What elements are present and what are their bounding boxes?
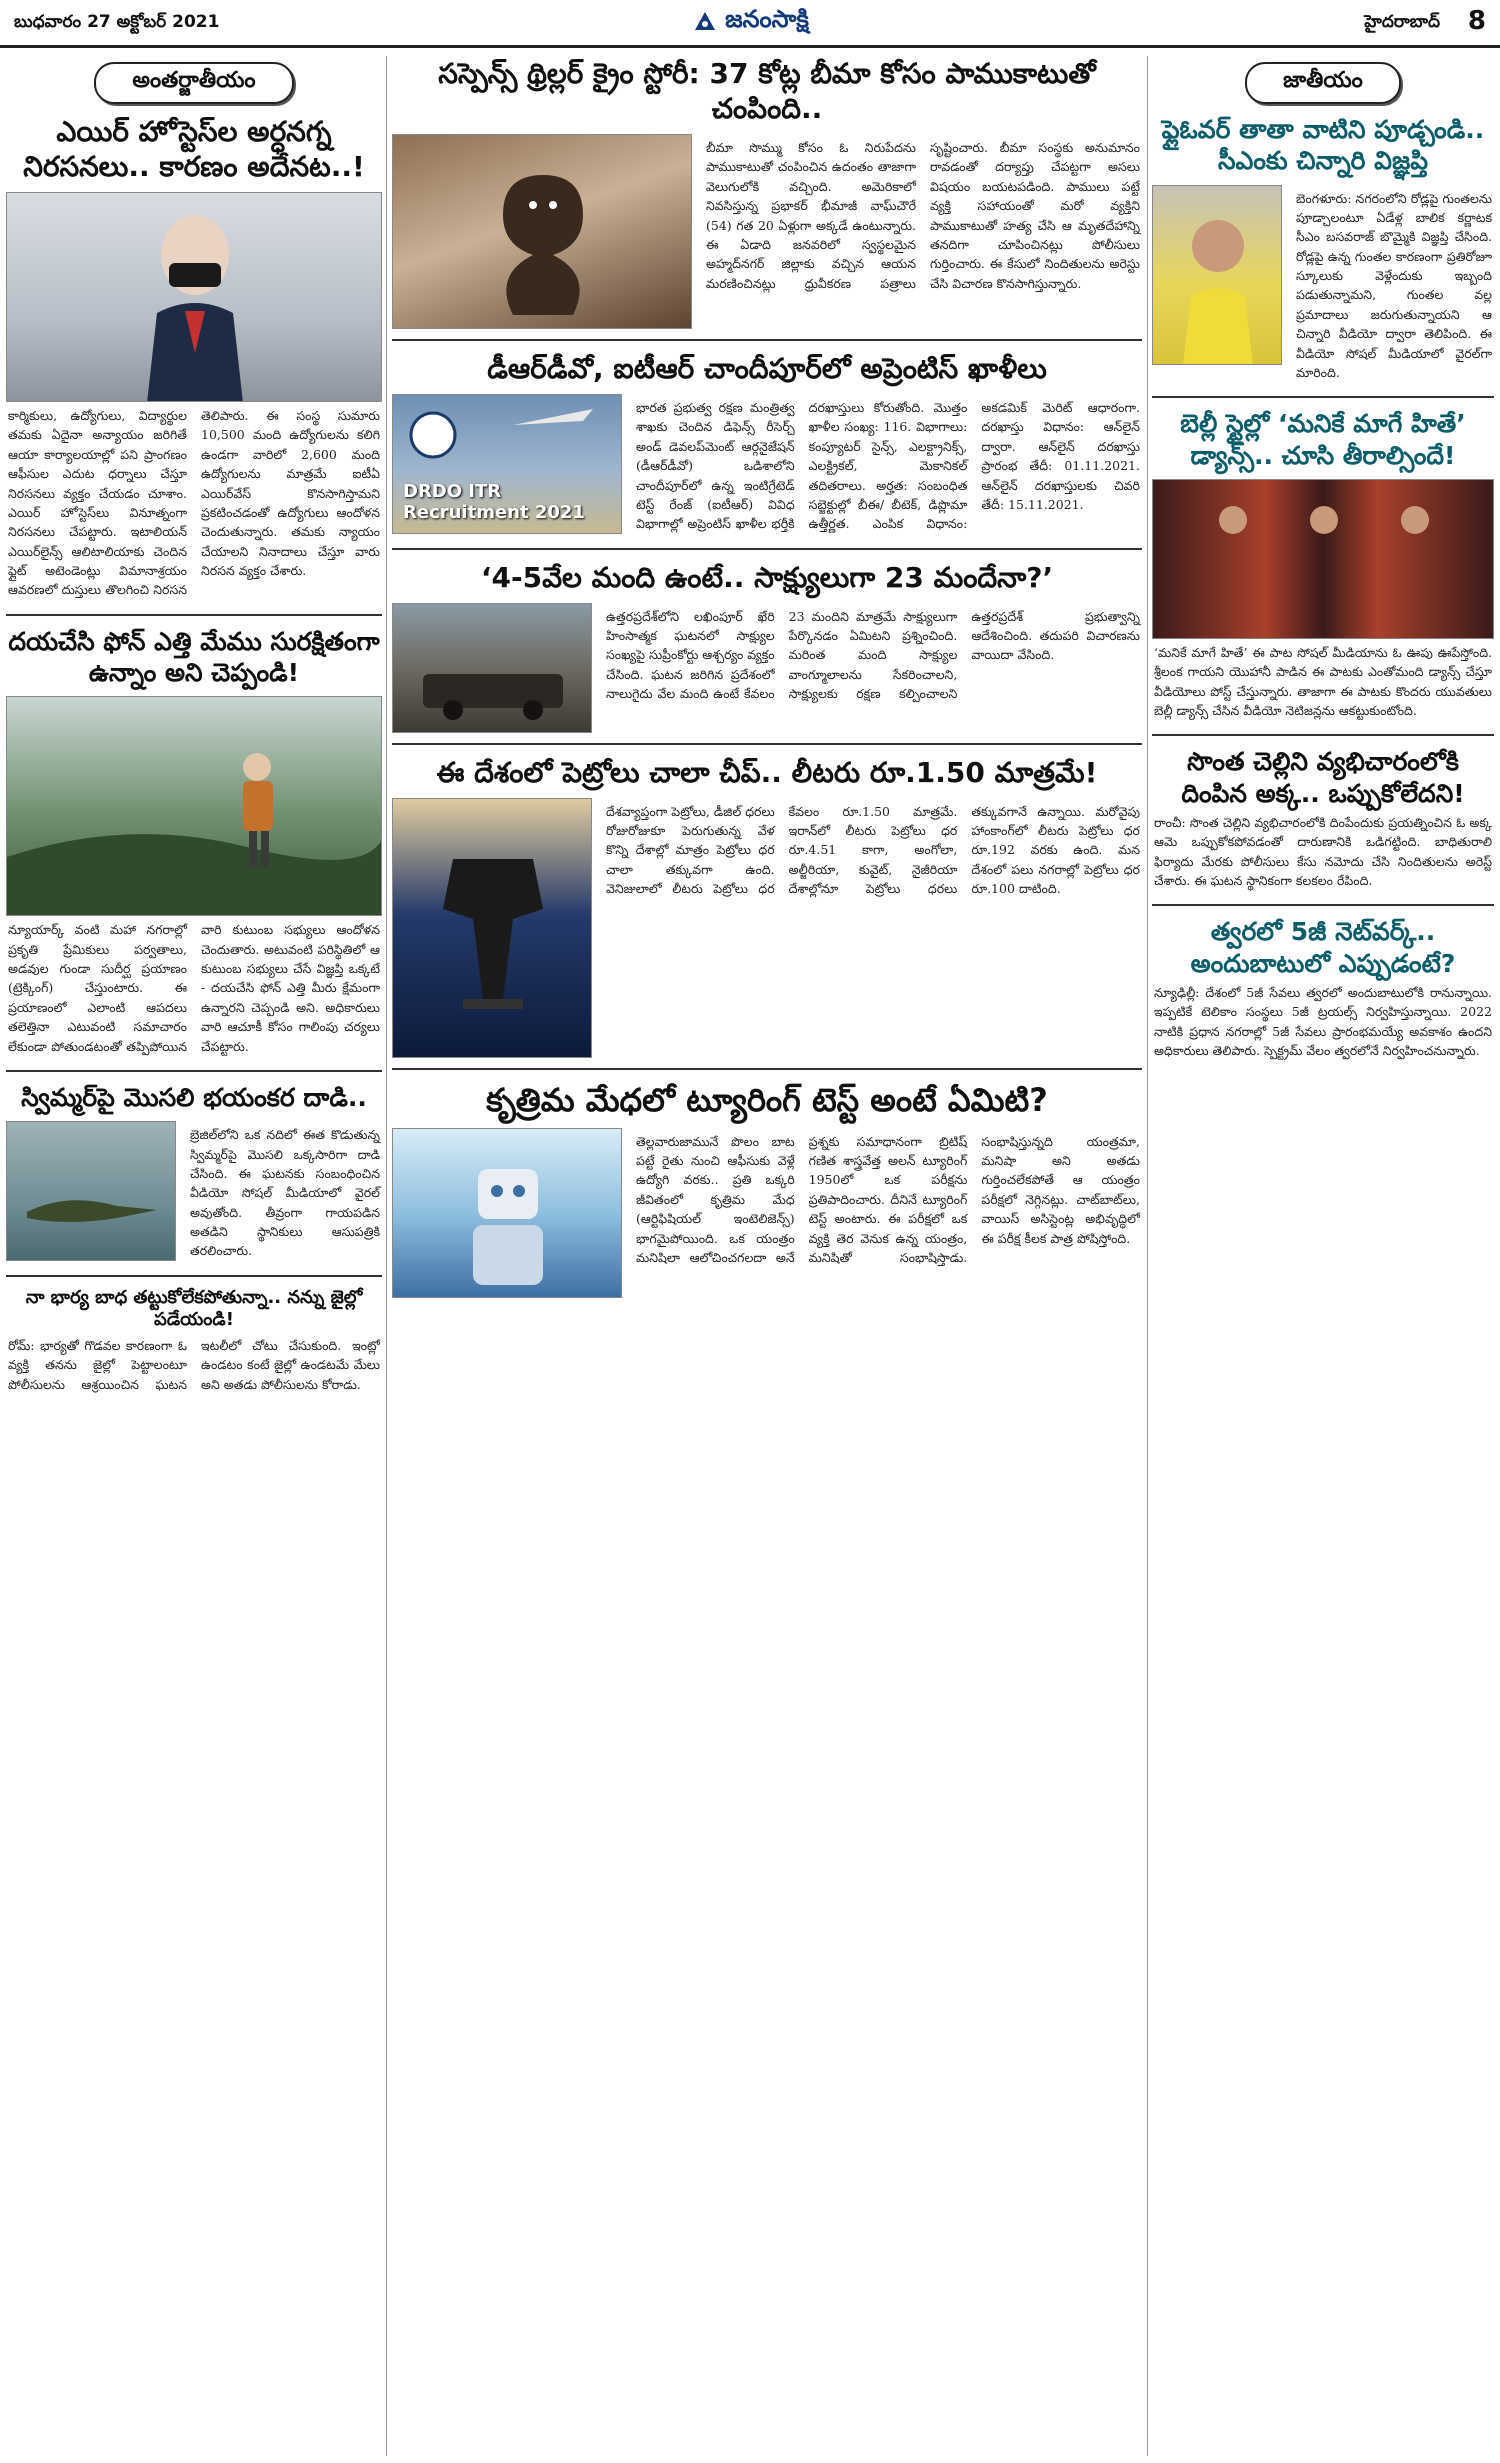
article-body: బీమా సొమ్ము కోసం ఓ నిరుపేదను పాముకాటుతో చంపించిన ఉదంతం తాజాగా వెలుగులోకి వచ్చింది. అమెరికాలో నివసిస్తున్న ప్రభాకర్ భీమాజీ వాఘ్‌చౌరే (54) గత 20 ఏళ్లుగా అక్కడే ఉంటున్నారు. ఈ ఏడాది జనవరిలో స్వస్థలమైన అహ్మద్‌నగర్ జిల్లాకు వచ్చిన ఆయన మరణించినట్లు ధ్రువీకరణ పత్రాలు సృష్టించారు. బీమా సంస్థకు అనుమానం రావడంతో దర్యాప్తు చేపట్టగా అసలు విషయం బయటపడింది. పాములు పట్టే వ్యక్తి సహాయంతో మరో వ్యక్తిని పాముకాటుతో హత్య చేసి ఆ మృతదేహాన్ని తనదిగా చూపించినట్లు పోలీసులు గుర్తించారు. ఈ కేసులో నిందితులను అరెస్టు చేసి విచారణ కొనసాగిస్తున్నారు. (706, 140, 1140, 291)
middle-column (392, 56, 1142, 2456)
divider (6, 1275, 382, 1277)
hiker-icon (7, 697, 382, 916)
divider (1152, 904, 1494, 906)
article-photo (392, 134, 692, 329)
article-snake-insurance (392, 56, 1142, 329)
article-photo (392, 603, 592, 733)
right-column (1152, 56, 1494, 2456)
edition-city: హైదరాబాద్ (1364, 12, 1440, 32)
headline: ‘4-5వేల మంది ఉంటే.. సాక్ష్యులుగా 23 మందేనా?’ (480, 560, 1054, 594)
article-body: తెల్లవారుజామునే పొలం బాట పట్టే రైతు నుంచి ఆఫీసుకు వెళ్లే ఉద్యోగి వరకు.. ప్రతి ఒక్కరి జీవితంలో కృత్రిమ మేధ (ఆర్టిఫిషియల్ ఇంటెలిజెన్స్) భాగమైపోయింది. ఒక యంత్రం మనిషిలా ఆలోచించగలదా అనే ప్రశ్నకు సమాధానంగా బ్రిటిష్ గణిత శాస్త్రవేత్త అలన్ ట్యూరింగ్ 1950లో ఒక పరీక్షను ప్రతిపాదించారు. దీనినే ట్యూరింగ్ టెస్ట్ అంటారు. ఈ పరీక్షలో ఒక వ్యక్తి తెర వెనుక ఉన్న యంత్రం, మనిషితో సంభాషిస్తాడు. సంభాషిస్తున్నది యంత్రమా, మనిషా అని అతడు గుర్తించలేకపోతే ఆ యంత్రం పరీక్షలో నెగ్గినట్లు. చాట్‌బాట్‌లు, వాయిస్ అసిస్టెంట్ల అభివృద్ధిలో ఈ పరీక్ష కీలక పాత్ర పోషిస్తోంది. (636, 1133, 1140, 1265)
article-crocodile (6, 1082, 382, 1265)
fuel-nozzle-icon (393, 799, 592, 1058)
article-body: న్యూఢిల్లీ: దేశంలో 5జీ సేవలు త్వరలో అందుబాటులోకి రానున్నాయి. ఇప్పటికే టెలికాం సంస్థలు 5జీ ట్రయల్స్ నిర్వహిస్తున్నాయి. 2022 నాటికి ప్రధాన నగరాల్లో 5జీ సేవలు ప్రారంభమయ్యే అవకాశం ఉందని అధికారులు తెలిపారు. స్పెక్ట్రమ్ వేలం త్వరలోనే నిర్వహించనున్నారు. (1154, 984, 1492, 1058)
robot-icon (393, 1129, 622, 1298)
headline: డీఆర్‌డీవో, ఐటీఆర్ చాందీపూర్‌లో అప్రెంటిస్ ఖాళీలు (487, 352, 1047, 385)
article-body: బ్రెజిల్‌లోని ఒక నదిలో ఈత కొడుతున్న స్విమ్మర్‌పై మొసలి ఒక్కసారిగా దాడి చేసింది. ఈ ఘటనకు సంబంధించిన వీడియో సోషల్ మీడియాలో వైరల్ అవుతోంది. తీవ్రంగా గాయపడిన అతడిని స్థానికులు ఆసుపత్రికి తరలించారు. (190, 1127, 380, 1259)
page-header (0, 0, 1500, 48)
left-column (6, 56, 382, 2456)
section-label-national: జాతీయం (1152, 62, 1494, 104)
article-air-hostess (6, 114, 382, 604)
divider (392, 339, 1142, 341)
divider (1152, 734, 1494, 736)
article-supreme-court (392, 560, 1142, 733)
headline: ఎయిర్ హోస్టెస్‌ల అర్ధనగ్న నిరసనలు.. కారణం అదేనట..! (23, 115, 365, 183)
column-rule-right (1147, 56, 1148, 2456)
headline: కృత్రిమ మేధలో ట్యూరింగ్ టెస్ట్ అంటే ఏమిటి? (486, 1080, 1048, 1119)
article-body: కార్మికులు, ఉద్యోగులు, విద్యార్థుల తమకు ఏదైనా అన్యాయం జరిగితే ఆయా కార్యాలయాల్లో పని ప్రాంగణం ఆఫీసుల ఎదుట ధర్నాలు చేస్తూ నిరసనలు వ్యక్తం చేయడం చూశాం. ఎయిర్ హోస్టెస్‌లు వినూత్నంగా నిరసనలు చేపట్టారు. ఇటాలియన్ ఎయిర్‌లైన్స్ ఆలిటాలియాకు చెందిన ఫ్లైట్ అటెండెంట్లు విమానాశ్రయం ఆవరణలో దుస్తులు తొలగించి నిరసన తెలిపారు. ఈ సంస్థ సుమారు 10,500 మంది ఉద్యోగులను కలిగి ఉండగా వారిలో 2,600 మంది ఉద్యోగులను మాత్రమే ఐటీఏ ఎయిర్‌వేస్ కొనసాగిస్తామని ప్రకటించడంతో ఉద్యోగులు ఆందోళన చెందుతున్నారు. తమకు న్యాయం చేయాలని నినాదాలు చేస్తూ వారు నిరసన వ్యక్తం చేశారు. (8, 408, 380, 598)
article-photo (1152, 479, 1494, 639)
article-body: భారత ప్రభుత్వ రక్షణ మంత్రిత్వ శాఖకు చెందిన డిఫెన్స్ రీసెర్చ్ అండ్ డెవలప్‌మెంట్ ఆర్గనైజేషన్ (డీఆర్‌డీవో) ఒడిశాలోని చాందీపూర్‌లో ఉన్న ఇంటిగ్రేటెడ్ టెస్ట్ రేంజ్ (ఐటీఆర్) వివిధ విభాగాల్లో అప్రెంటిస్ ఖాళీల భర్తీకి దరఖాస్తులు కోరుతోంది. మొత్తం ఖాళీల సంఖ్య: 116. విభాగాలు: కంప్యూటర్ సైన్స్, ఎలక్ట్రానిక్స్, ఎలక్ట్రికల్, మెకానికల్ తదితరాలు. అర్హత: సంబంధిత సబ్జెక్టుల్లో బీఈ/ బీటెక్, డిప్లొమా ఉత్తీర్ణత. ఎంపిక విధానం: అకడమిక్ మెరిట్ ఆధారంగా. దరఖాస్తు విధానం: ఆన్‌లైన్ ద్వారా. ఆన్‌లైన్ దరఖాస్తు ప్రారంభ తేదీ: 01.11.2021. ఆన్‌లైన్ దరఖాస్తులకు చివరి తేదీ: 15.11.2021. (636, 400, 1140, 532)
headline: నా భార్య బాధ తట్టుకోలేకపోతున్నా.. నన్ను జైల్లో పడేయండి! (25, 1286, 363, 1331)
article-trekkers (6, 626, 382, 1060)
divider (392, 743, 1142, 745)
article-5g (1152, 916, 1494, 1064)
article-photo (6, 1121, 176, 1261)
divider (6, 614, 382, 616)
headline: స్విమ్మర్‌పై మొసలి భయంకర దాడి.. (21, 1082, 367, 1112)
dancers-icon (1153, 480, 1494, 639)
article-jail-request (6, 1287, 382, 1398)
photo-caption: DRDO ITR Recruitment 2021 (403, 481, 585, 523)
crocodile-icon (7, 1122, 176, 1261)
headline: సస్పెన్స్ థ్రిల్లర్ క్రైం స్టోరీ: 37 కోట్ల బీమా కోసం పాముకాటుతో చంపింది.. (438, 57, 1096, 125)
masthead-title: జనంసాక్షి (725, 5, 809, 33)
article-potholes-girl (1152, 114, 1494, 386)
article-body: దేశవ్యాప్తంగా పెట్రోలు, డీజిల్ ధరలు రోజురోజుకూ పెరుగుతున్న వేళ కొన్ని దేశాల్లో మాత్రం పెట్రోలు ధర చాలా తక్కువగా ఉంది. వెనిజులాలో లీటరు పెట్రోలు ధర కేవలం రూ.1.50 మాత్రమే. ఇరాన్‌లో లీటరు పెట్రోలు ధర రూ.4.51 కాగా, అంగోలా, అల్జీరియా, కువైట్, నైజీరియా దేశాల్లోనూ పెట్రోలు ధరలు తక్కువగానే ఉన్నాయి. మరోవైపు హాంకాంగ్‌లో లీటరు పెట్రోలు ధర రూ.192 వరకు ఉంది. మన దేశంలో పలు నగరాల్లో పెట్రోలు ధర రూ.100 దాటింది. (606, 803, 1140, 897)
section-label-international: అంతర్జాతీయం (6, 62, 382, 104)
article-belly-dance (1152, 408, 1494, 724)
headline: బెల్లీ స్టైల్లో ‘మనికే మాగే హితే’ డ్యాన్స్.. చూసి తీరాల్సిందే! (1180, 409, 1466, 470)
article-petrol-cheap (392, 755, 1142, 1058)
article-photo (392, 394, 622, 534)
article-photo (6, 696, 382, 916)
page-number: 8 (1467, 6, 1486, 36)
headline: త్వరలో 5జీ నెట్‌వర్క్.. అందుబాటులో ఎప్పుడంటే? (1190, 917, 1456, 978)
article-photo (392, 798, 592, 1058)
headline: సొంత చెల్లిని వ్యభిచారంలోకి దింపిన అక్క.. ఒప్పుకోలేదని! (1181, 747, 1465, 808)
cobra-icon (393, 135, 692, 329)
divider (1152, 396, 1494, 398)
divider (6, 1070, 382, 1072)
headline: ఈ దేశంలో పెట్రోలు చాలా చీప్.. లీటరు రూ.1.50 మాత్రమే! (436, 755, 1098, 789)
article-body: బెంగళూరు: నగరంలోని రోడ్లపై గుంతలను పూడ్చాలంటూ ఏడేళ్ల బాలిక కర్ణాటక సీఎం బసవరాజ్ బొమ్మైకి విజ్ఞప్తి చేసింది. రోడ్లపై ఉన్న గుంతల కారణంగా ప్రతిరోజూ స్కూలుకు వెళ్లేందుకు ఇబ్బంది పడుతున్నామని, గుంతల వల్ల ప్రమాదాలు జరుగుతున్నాయని ఆ చిన్నారి వీడియో ద్వారా తెలిపింది. ఈ వీడియో సోషల్ మీడియాలో వైరల్‌గా మారింది. (1296, 190, 1492, 380)
girl-icon (1153, 186, 1282, 365)
burnt-car-icon (393, 604, 592, 733)
headline: దయచేసి ఫోన్ ఎత్తి మేము సురక్షితంగా ఉన్నాం అని చెప్పండి! (8, 626, 380, 687)
article-photo (6, 192, 382, 402)
article-body: న్యూయార్క్ వంటి మహా నగరాల్లో ప్రకృతి ప్రేమికులు పర్వతాలు, అడవుల గుండా సుదీర్ఘ ప్రయాణం (ట్రెక్కింగ్) చేస్తుంటారు. ఈ ప్రయాణంలో ఎలాంటి ఆపదలు తలెత్తినా ఎటువంటి సమాచారం లేకుండా పోతుండటంతో తప్పిపోయిన వారి కుటుంబ సభ్యులు ఆందోళన చెందుతారు. అటువంటి పరిస్థితిలో ఆ కుటుంబ సభ్యులు చేసే విజ్ఞప్తి ఒక్కటే - దయచేసి ఫోన్ ఎత్తి మీరు క్షేమంగా ఉన్నారని చెప్పండి అని. అధికారులు వారి ఆచూకీ కోసం గాలింపు చర్యలు చేపట్టారు. (8, 922, 380, 1054)
article-body: రోమ్: భార్యతో గొడవల కారణంగా ఓ వ్యక్తి తనను జైల్లో పెట్టాలంటూ పోలీసులను ఆశ్రయించిన ఘటన ఇటలీలో చోటు చేసుకుంది. ఇంట్లో ఉండటం కంటే జైల్లో ఉండటమే మేలు అని అతడు పోలీసులను కోరాడు. (8, 1337, 380, 1392)
article-photo (1152, 185, 1282, 365)
article-sister-crime (1152, 746, 1494, 894)
article-body: రాంచీ: సొంత చెల్లిని వ్యభిచారంలోకి దింపేందుకు ప్రయత్నించిన ఓ అక్క ఆమె ఒప్పుకోకపోవడంతో దారుణానికి ఒడిగట్టింది. బాధితురాలి ఫిర్యాదు మేరకు పోలీసులు కేసు నమోదు చేసి నిందితులను అరెస్ట్ చేశారు. ఈ ఘటన స్థానికంగా కలకలం రేపింది. (1154, 814, 1492, 888)
newspaper-logo-icon (691, 8, 719, 36)
masthead-logo (650, 2, 850, 42)
article-body: ఉత్తరప్రదేశ్‌లోని లఖింపూర్ ఖేరి హింసాత్మక ఘటనలో సాక్ష్యుల సంఖ్యపై సుప్రీంకోర్టు ఆశ్చర్యం వ్యక్తం చేసింది. ఘటన జరిగిన ప్రదేశంలో నాలుగైదు వేల మంది ఉంటే కేవలం 23 మందిని మాత్రమే సాక్ష్యులుగా పేర్కొనడం ఏమిటని ప్రశ్నించింది. మరింత మంది సాక్ష్యుల వాంగ్మూలాలను సేకరించాలని, సాక్ష్యులకు రక్షణ కల్పించాలని ఉత్తరప్రదేశ్ ప్రభుత్వాన్ని ఆదేశించింది. తదుపరి విచారణను వాయిదా వేసింది. (606, 608, 1140, 702)
article-drdo (392, 351, 1142, 538)
divider (392, 548, 1142, 550)
person-icon (7, 193, 382, 402)
headline: ఫ్లైఓవర్ తాతా వాటిని పూడ్చండి.. సీఎంకు చిన్నారి విజ్ఞప్తి (1161, 115, 1485, 176)
issue-date: బుధవారం 27 అక్టోబర్ 2021 (14, 12, 220, 32)
article-photo (392, 1128, 622, 1298)
article-turing-test (392, 1080, 1142, 1298)
divider (392, 1068, 1142, 1070)
column-rule-left (386, 56, 387, 2456)
article-body: ‘మనికే మాగే హితే’ ఈ పాట సోషల్ మీడియాను ఓ ఊపు ఊపేస్తోంది. శ్రీలంక గాయని యొహానీ పాడిన ఈ పాటకు ఎంతోమంది డ్యాన్స్ చేస్తూ వీడియోలు పోస్ట్ చేస్తున్నారు. తాజాగా ఈ పాటకు కొందరు యువతులు బెల్లీ డ్యాన్స్ చేసిన వీడియో నెటిజన్లను ఆకట్టుకుంటోంది. (1154, 644, 1492, 718)
